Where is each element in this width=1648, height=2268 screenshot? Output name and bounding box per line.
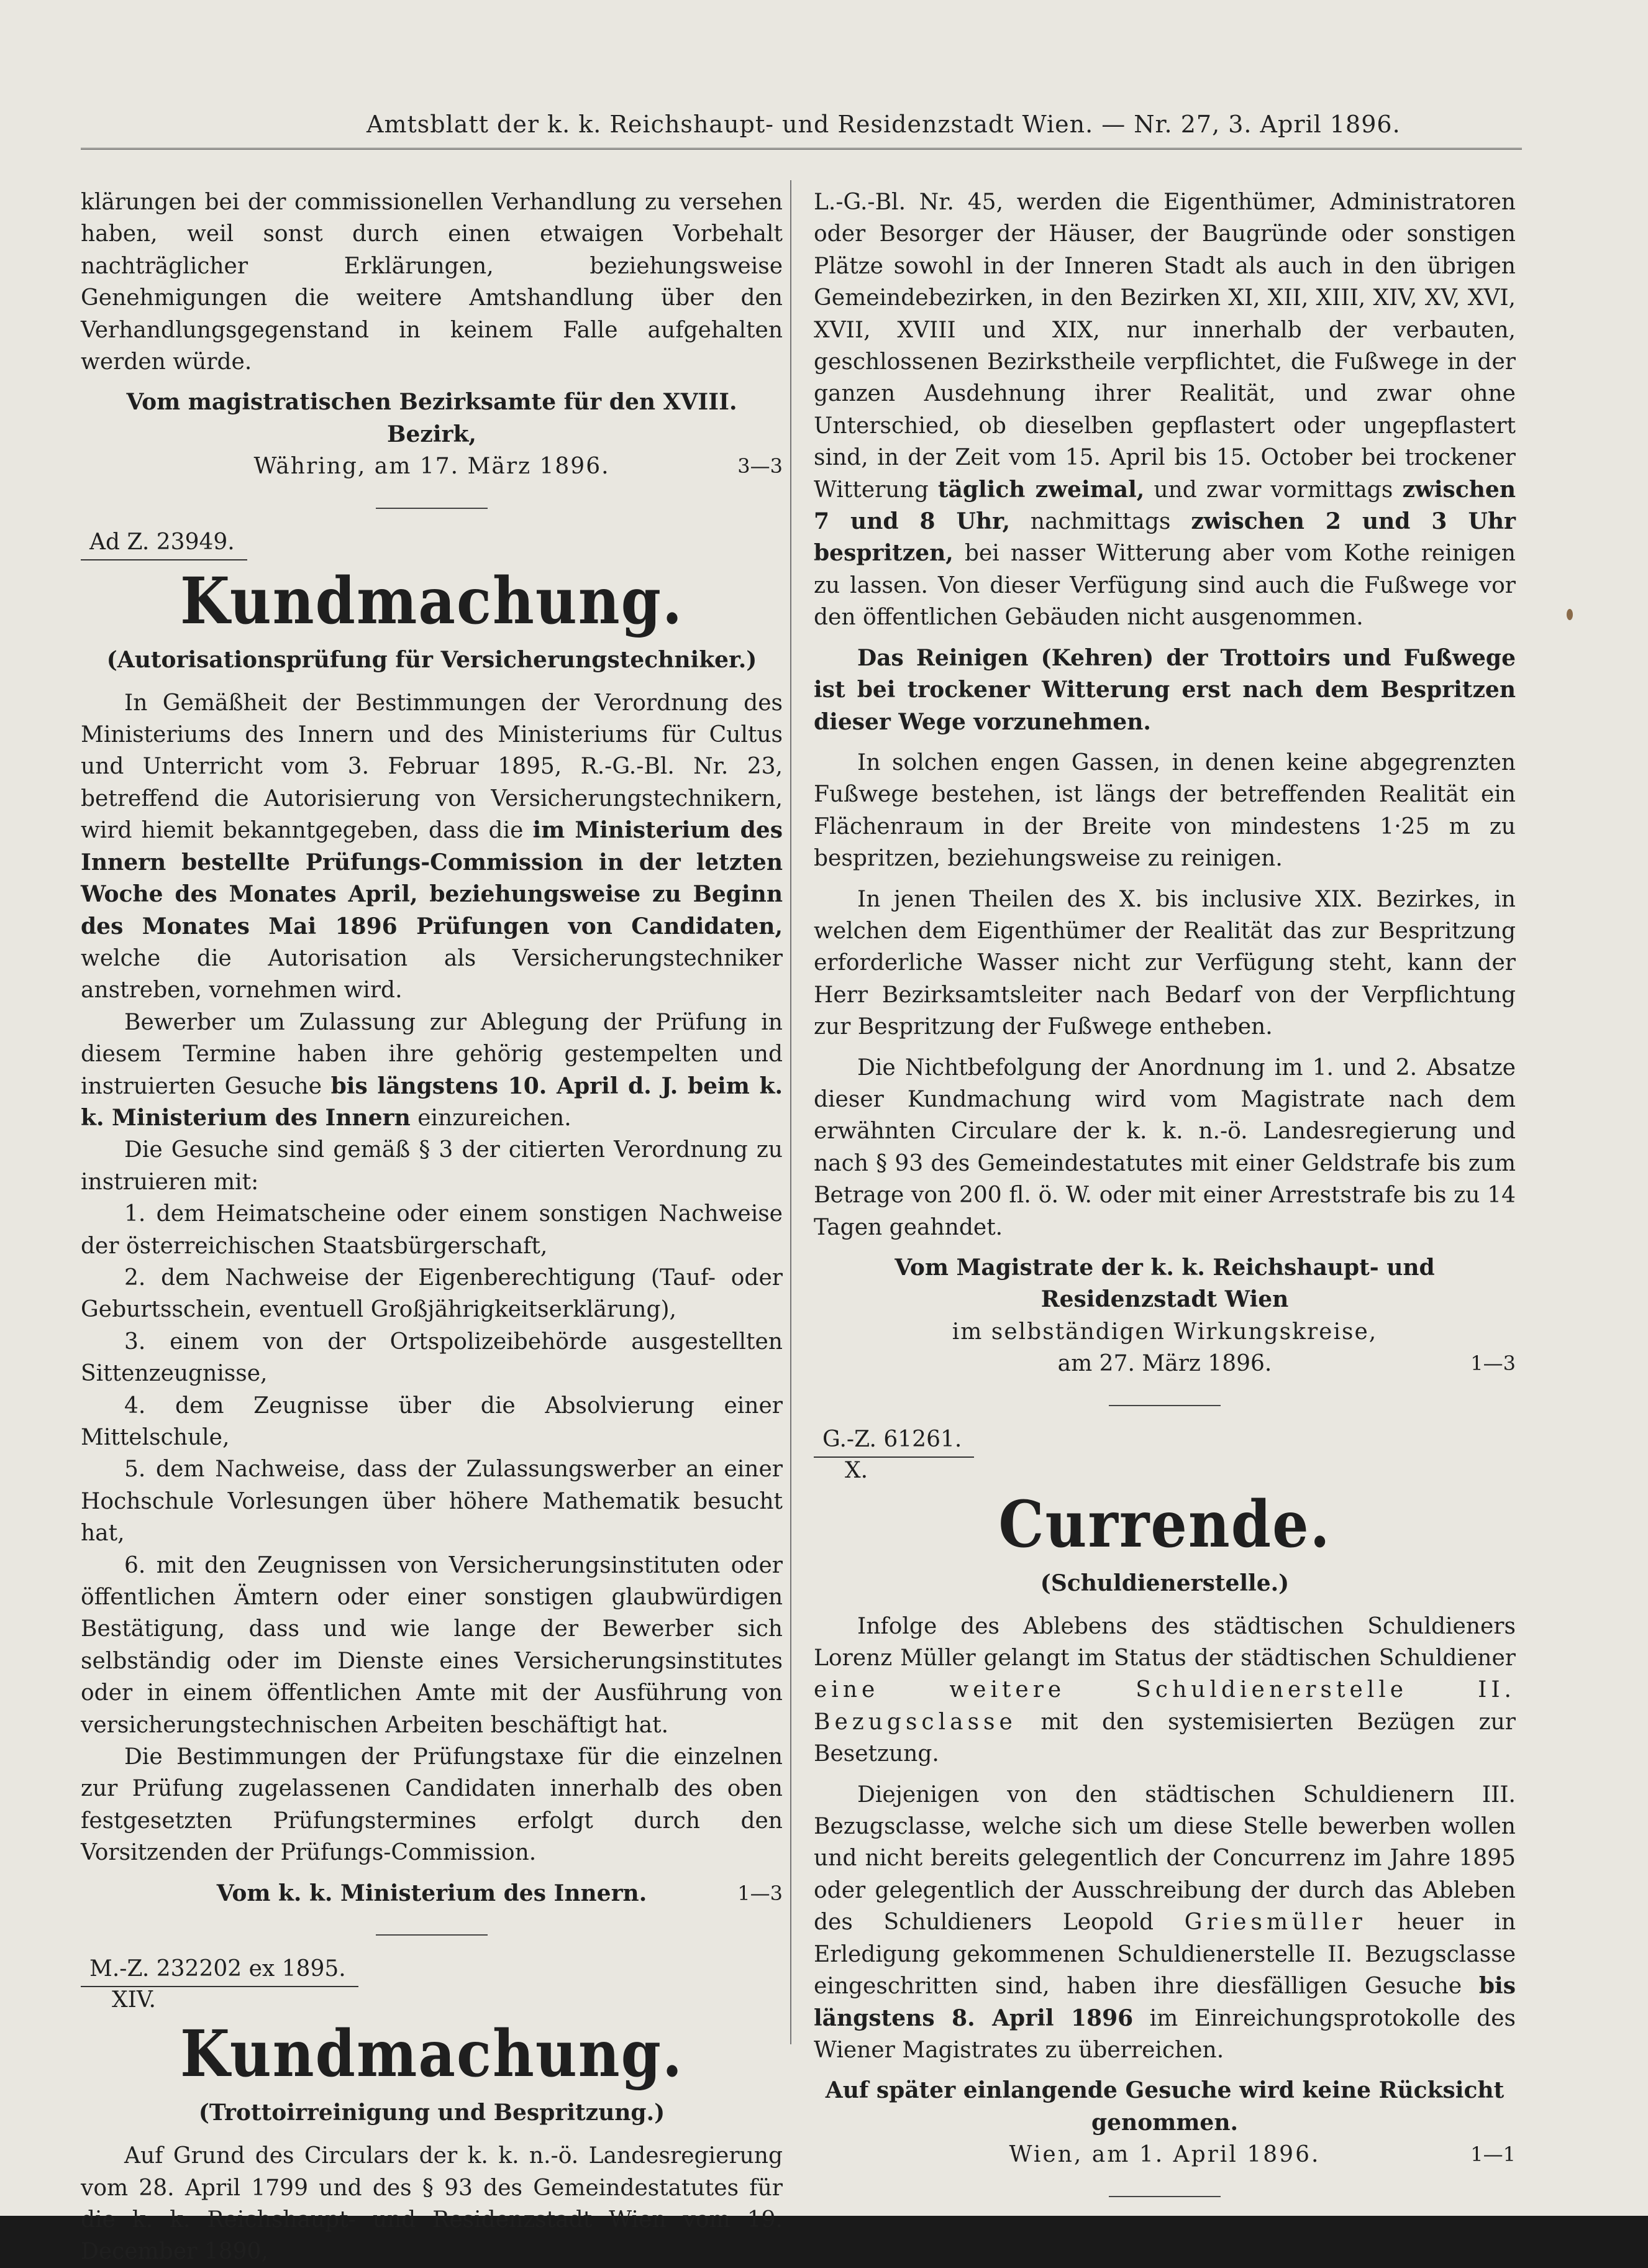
continuation-number: 3—3 xyxy=(737,454,783,478)
text-run: In Gemäßheit der Bestimmungen der Verordnung des Ministeriums des Innern und des Ministeriums für Cultus und Unterricht vom 3. Februar 1895, R.-G.-Bl. Nr. 23, betreffend die Autorisierung von Versicherungstechnikern, wird hiemit bekanntgegeben, dass die xyxy=(81,690,783,844)
kundmachung-2-number: 1—3 xyxy=(1470,1351,1516,1376)
kundmachung-2-paragraph-5: Die Nichtbefolgung der Anordnung im 1. und 2. Absatze dieser Kundmachung wird vom Magistrate nach dem erwähnten Circulare der k. k. n.-ö. Landesregierung und nach § 93 des Gemeindestatutes mit einer Geldstrafe bis zum Betrage von 200 fl. ö. W. oder mit einer Arreststrafe bis zu 14 Tagen geahndet. xyxy=(814,1054,1516,1240)
kundmachung-2-paragraph-4: In jenen Theilen des X. bis inclusive XIX. Bezirkes, in welchen dem Eigenthümer der Realität das zur Bespritzung erforderliche Wasser nicht zur Verfügung steht, kann der Herr Bezirksamtsleiter nach Bedarf von der Verpflichtung zur Bespritzung der Fußwege entheben. xyxy=(814,886,1516,1040)
kundmachung-1-number: 1—3 xyxy=(737,1881,783,1905)
separator xyxy=(1109,2196,1221,2197)
kundmachung-1-paragraph-4: Die Bestimmungen der Prüfungstaxe für die einzelnen zur Prüfung zugelassenen Candidaten innerhalb des oben festgesetzten Prüfungstermines erfolgt durch den Vorsitzenden der Prüfungs-Commission. xyxy=(81,1744,783,1866)
currende-paragraph-2 xyxy=(814,1779,1516,2067)
kundmachung-1-paragraph-2 xyxy=(81,1007,783,1135)
kundmachung-2-paragraph-2: Das Reinigen (Kehren) der Trottoirs und Fußwege ist bei trockener Witterung erst nach dem Bespritzen dieser Wege vorzunehmen. xyxy=(814,644,1516,735)
separator xyxy=(376,508,488,509)
kundmachung-2-date: am 27. März 1896. xyxy=(1057,1351,1272,1377)
text-run: heuer in Erledigung gekommenen Schuldienerstelle II. Bezugsclasse eingeschritten sind, haben ihre diesfälligen Gesuche xyxy=(814,1909,1516,2000)
text-run: und zwar vormittags xyxy=(1154,477,1393,503)
text-run: einzureichen. xyxy=(417,1105,571,1131)
right-column xyxy=(814,186,1516,2215)
header-rule xyxy=(81,148,1522,150)
kundmachung-2-paragraph-3: In solchen engen Gassen, in denen keine abgegrenzten Fußwege bestehen, ist längs der betreffenden Realität ein Flächenraum in der Breite von mindestens 1·25 m zu bespritzen, beziehungsweise zu reinigen. xyxy=(814,749,1516,872)
emphasis-run: im Ministerium des Innern bestellte Prüfungs-Commission in der letzten Woche des Monates April, beziehungsweise zu Beginn des Monates Mai 1896 Prüfungen von Candidaten, xyxy=(81,817,783,940)
ink-spot xyxy=(1567,609,1573,620)
list-item: 6. mit den Zeugnissen von Versicherungsinstituten oder öffentlichen Ämtern oder einer sonstigen glaubwürdigen Bestätigung, dass und wie lange der Bewerber sich selbständig oder im Dienste eines Versicherungsinstitutes oder in einem öffentlichen Amte mit der Ausführung von versicherungstechnischen Arbeiten beschäftigt hat. xyxy=(81,1552,783,1738)
kundmachung-1-signature-row xyxy=(81,1878,783,1909)
emphasis-run: Griesmüller xyxy=(1184,1909,1367,1936)
continuation-signature-row xyxy=(81,450,783,482)
list-item: 2. dem Nachweise der Eigenberechtigung (Tauf- oder Geburtsschein, eventuell Großjährigkeitserklärung), xyxy=(81,1264,783,1323)
continuation-paragraph: klärungen bei der commissionellen Verhandlung zu versehen haben, weil sonst durch einen etwaigen Vorbehalt nachträglicher Erklärungen, beziehungsweise Genehmigungen die weitere Amtshandlung über den Verhandlungsgegenstand in keinem Falle aufgehalten werden würde. xyxy=(81,190,783,375)
continuation-signature: Vom magistratischen Bezirksamte für den XVIII. Bezirk, xyxy=(126,389,737,447)
gz-reference: G.-Z. 61261. xyxy=(814,1424,974,1458)
header-text: Amtsblatt der k. k. Reichshaupt- und Residenzstadt Wien. — Nr. 27, 3. April 1896. xyxy=(366,111,1401,138)
emphasis-run: bis längstens 10. April d. J. beim k. k. Ministerium des Innern xyxy=(81,1072,783,1131)
kundmachung-2-title: Kundmachung. xyxy=(180,2016,684,2092)
currende-notice: Auf später einlangende Gesuche wird keine Rücksicht genommen. xyxy=(825,2077,1505,2136)
kundmachung-2-subtitle: (Trottoirreinigung und Bespritzung.) xyxy=(198,2100,665,2126)
text-run: Diejenigen von den städtischen Schuldienern III. Bezugsclasse, welche sich um diese Stelle bewerben wollen und nicht bereits gelegentlich der Concurrenz im Jahre 1895 oder gelegentlich der Ausschreibung der durch das Ableben des Schuldieners Leopold xyxy=(814,1781,1516,1936)
currende-title: Currende. xyxy=(998,1486,1331,1562)
running-header xyxy=(81,111,1522,150)
list-item: 5. dem Nachweise, dass der Zulassungswerber an einer Hochschule Vorlesungen über höhere Mathematik besucht hat, xyxy=(81,1456,783,1547)
mz-reference: M.-Z. 232202 ex 1895. xyxy=(81,1954,358,1987)
emphasis-run: täglich zweimal, xyxy=(937,476,1145,503)
currende-paragraph-1 xyxy=(814,1611,1516,1770)
text-run: Bewerber um Zulassung zur Ablegung der Prüfung in diesem Termine haben ihre gehörig gestempelten und instruierten Gesuche xyxy=(81,1009,783,1099)
emphasis-run: eine weitere Schuldienerstelle II. Bezugsclasse xyxy=(814,1677,1516,1735)
text-run: mit den systemisierten Bezügen zur Besetzung. xyxy=(814,1709,1516,1767)
currende-subtitle: (Schuldienerstelle.) xyxy=(1040,1570,1290,1596)
kundmachung-1-title: Kundmachung. xyxy=(180,563,684,639)
kundmachung-1-signature: Vom k. k. Ministerium des Innern. xyxy=(216,1880,647,1906)
emphasis-run: zwischen 2 und 3 Uhr bespritzen, xyxy=(814,508,1516,567)
text-run: L.-G.-Bl. Nr. 45, werden die Eigenthümer, Administratoren oder Besorger der Häuser, der Baugründe oder sonstigen Plätze sowohl in der Inneren Stadt als auch in den übrigen Gemeindebezirken, in den Bezirken XI, XII, XIII, XIV, XV, XVI, XVII, XVIII und XIX, nur innerhalb der verbauten, geschlossenen Bezirkstheile verpflichtet, die Fußwege in der ganzen Ausdehnung ihrer Realität, und zwar ohne Unterschied, ob dieselben gepflastert oder ungepflastert sind, in der Zeit vom 15. April bis 15. October bei trockener Witterung xyxy=(814,190,1516,503)
text-run: Infolge des Ablebens des städtischen Schuldieners Lorenz Müller gelangt im Status der städtischen Schuldiener xyxy=(814,1613,1516,1671)
mz-district: XIV. xyxy=(112,1987,156,2013)
kundmachung-2-signature: Vom Magistrate der k. k. Reichshaupt- und Residenzstadt Wien xyxy=(895,1255,1435,1313)
text-run: nachmittags xyxy=(1030,509,1171,535)
list-item: 1. dem Heimatscheine oder einem sonstigen Nachweise der österreichischen Staatsbürgerschaft, xyxy=(81,1201,783,1259)
text-run: im Einreichungsprotokolle des Wiener Magistrates zu überreichen. xyxy=(814,2005,1516,2063)
text-run: welche die Autorisation als Versicherungstechniker anstreben, vornehmen wird. xyxy=(81,945,783,1004)
kundmachung-2-signature-line-2: im selbständigen Wirkungskreise, xyxy=(952,1319,1378,1345)
column-divider xyxy=(790,180,791,2044)
separator xyxy=(376,1934,488,1936)
kundmachung-1-paragraph-1 xyxy=(81,687,783,1007)
list-item: 4. dem Zeugnisse über die Absolvierung einer Mittelschule, xyxy=(81,1392,783,1450)
continuation-date: Währing, am 17. März 1896. xyxy=(253,454,610,480)
ad-reference: Ad Z. 23949. xyxy=(81,527,247,560)
left-column xyxy=(81,186,783,2268)
emphasis-run: zwischen 7 und 8 Uhr, xyxy=(814,476,1516,535)
kundmachung-1-paragraph-3: Die Gesuche sind gemäß § 3 der citierten Verordnung zu instruieren mit: xyxy=(81,1137,783,1195)
kundmachung-2-signature-row xyxy=(814,1348,1516,1379)
list-item: 3. einem von der Ortspolizeibehörde ausgestellten Sittenzeugnisse, xyxy=(81,1328,783,1387)
text-run: bei nasser Witterung aber vom Kothe reinigen zu lassen. Von dieser Verfügung sind auch die Fußwege vor den öffentlichen Gebäuden nicht ausgenommen. xyxy=(814,541,1516,631)
separator xyxy=(1109,1405,1221,1406)
gz-district: X. xyxy=(845,1457,868,1483)
kundmachung-2-paragraph-1-continued xyxy=(814,186,1516,634)
emphasis-run: bis längstens 8. April 1896 xyxy=(814,1973,1516,2031)
kundmachung-2-paragraph-1-start: Auf Grund des Circulars der k. k. n.-ö. Landesregierung vom 28. April 1799 und des § 93 des Gemeindestatutes für die k. k. Reichshaupt- und Residenzstadt Wien vom 19. December 1890, xyxy=(81,2143,783,2265)
currende-number: 1—1 xyxy=(1470,2142,1516,2167)
kundmachung-1-subtitle: (Autorisationsprüfung für Versicherungstechniker.) xyxy=(106,646,757,673)
currende-signature-row xyxy=(814,2139,1516,2170)
currende-signature: Wien, am 1. April 1896. xyxy=(1009,2142,1321,2168)
